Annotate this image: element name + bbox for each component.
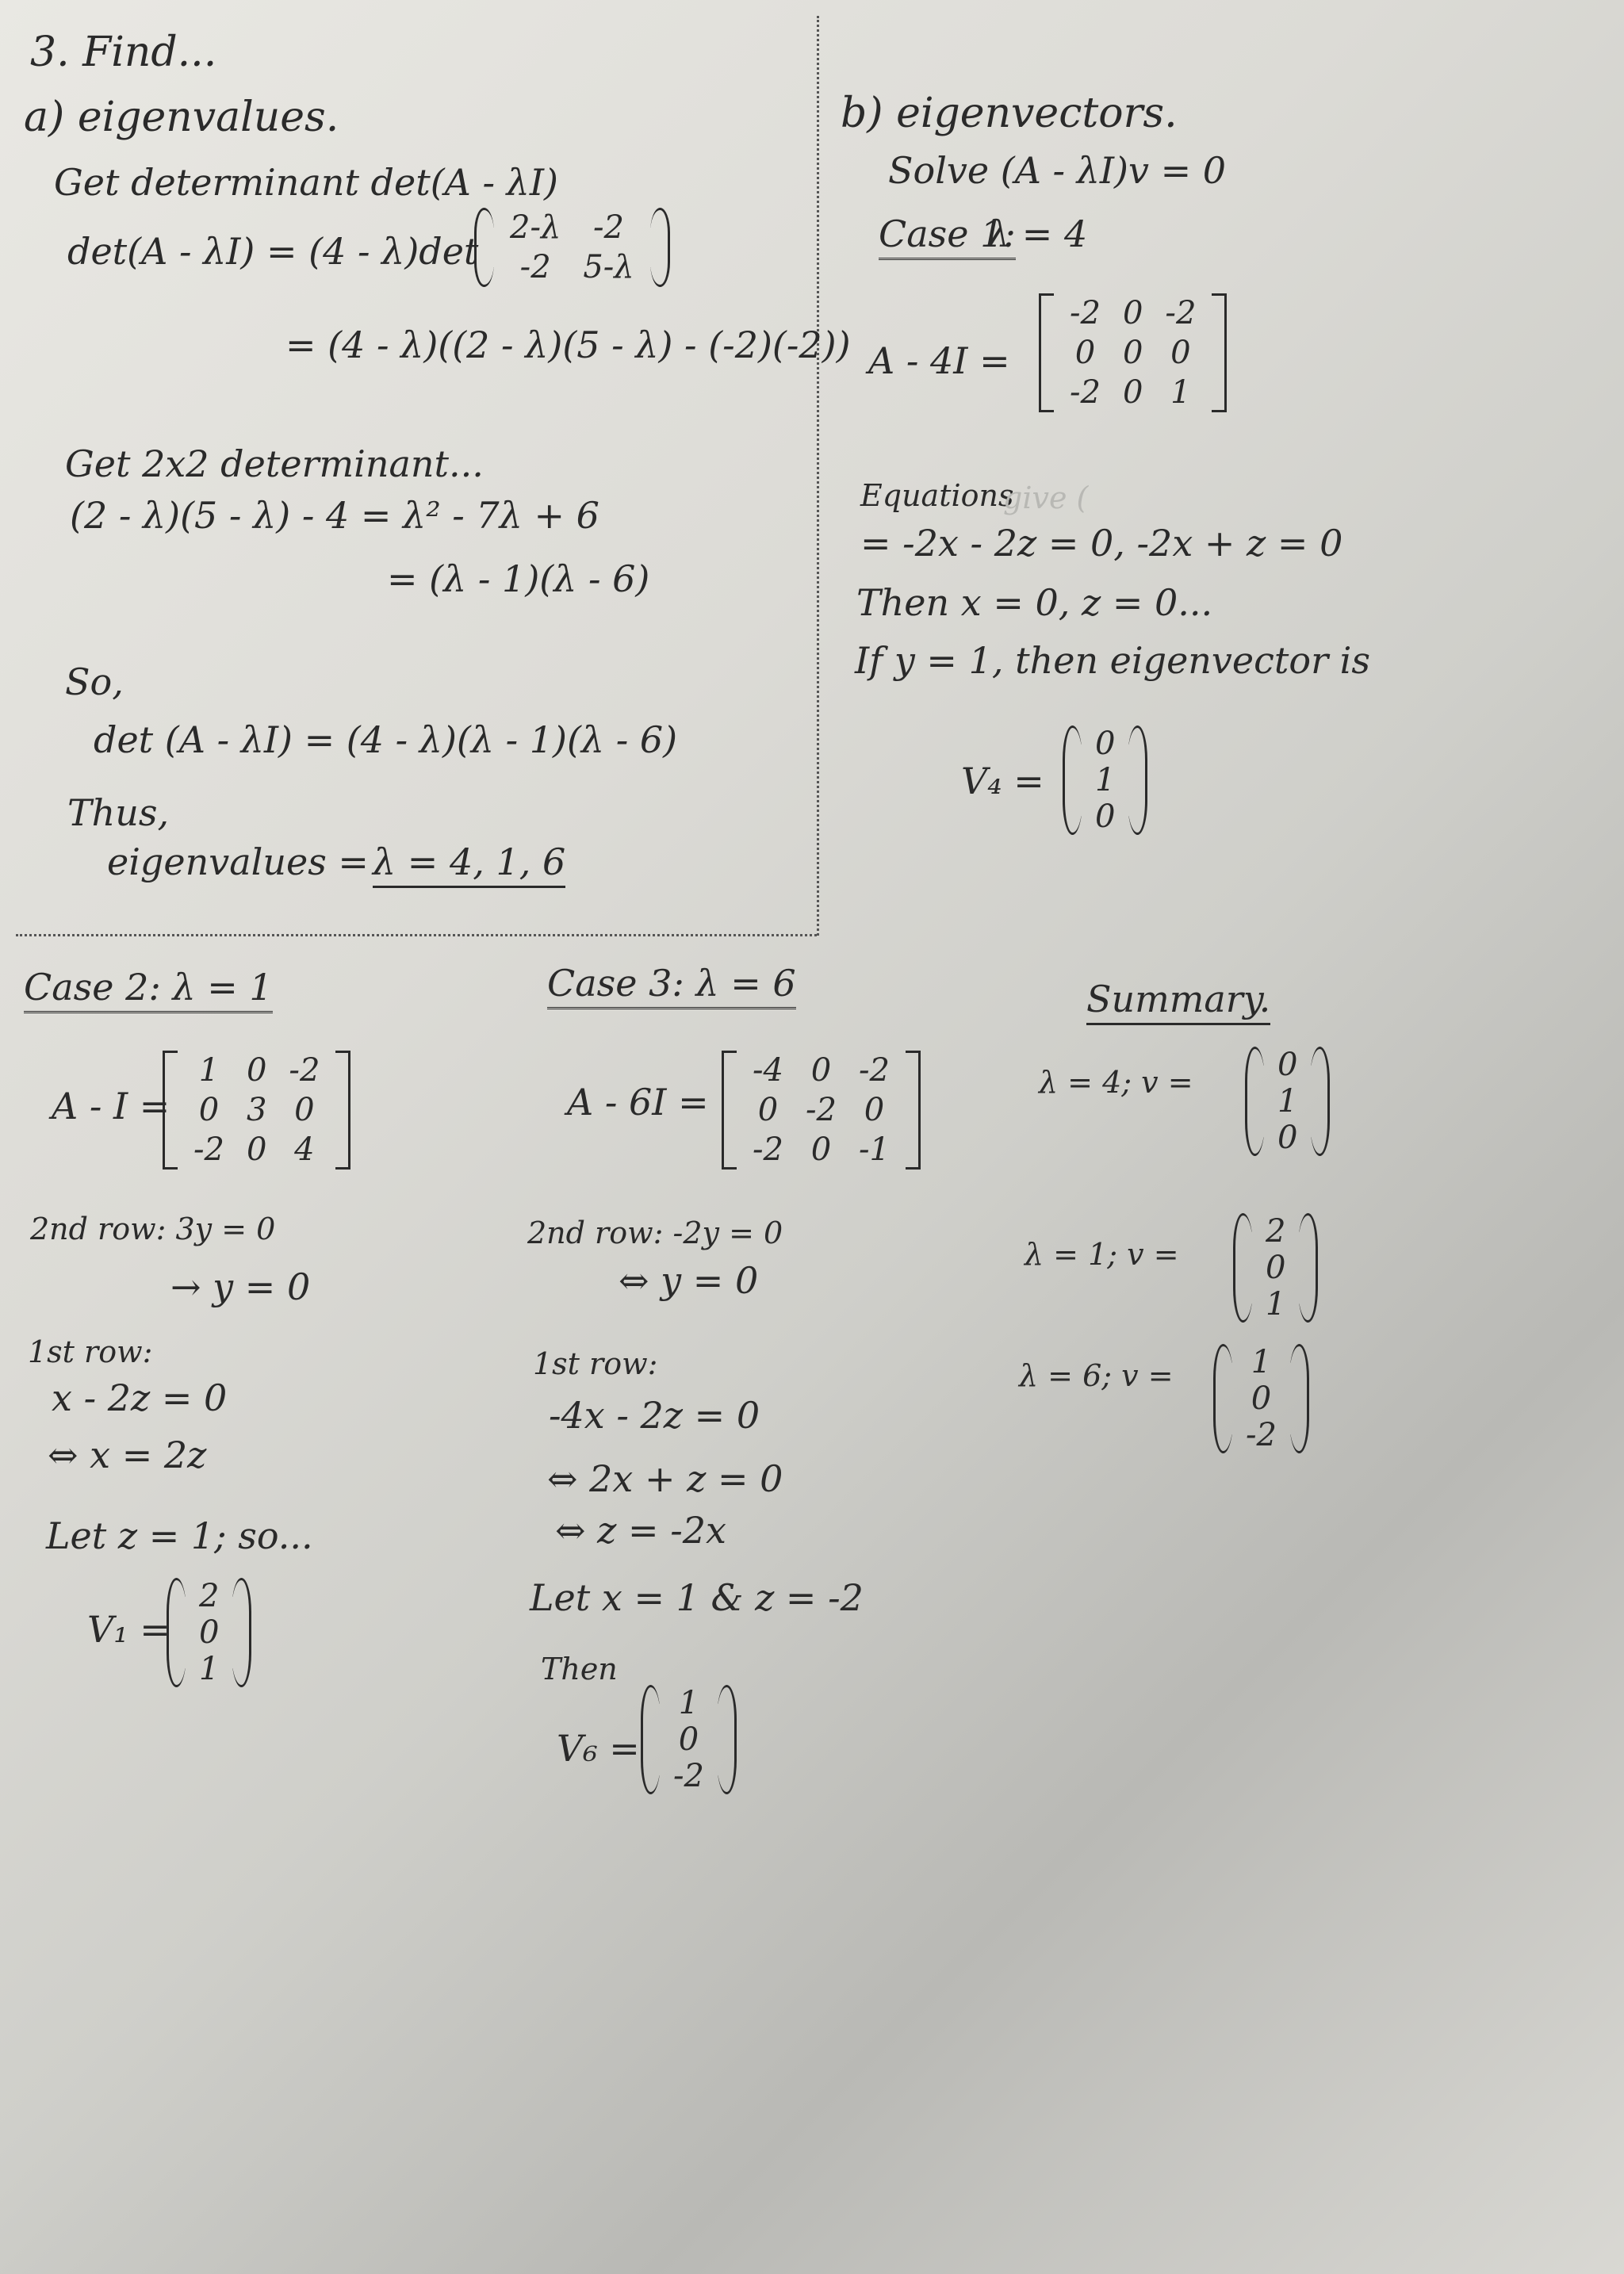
cell: -2	[858, 1052, 890, 1089]
cell: -2	[519, 249, 551, 285]
thus-text: Thus,	[67, 791, 170, 834]
summary-item-2-vector	[1233, 1213, 1318, 1323]
minor-matrix	[474, 208, 670, 287]
cell: -2	[1165, 295, 1197, 331]
get-determinant-text: Get determinant det(A - λI)	[54, 161, 558, 204]
cell: 0	[246, 1052, 267, 1089]
cell: -2	[1246, 1417, 1277, 1453]
det-line-2: = (4 - λ)((2 - λ)(5 - λ) - (-2)(-2))	[285, 323, 851, 366]
cell: -2	[593, 209, 624, 246]
cell: 0	[294, 1092, 315, 1128]
v4-label: V₄ =	[961, 760, 1044, 802]
cell: 2	[1266, 1213, 1286, 1250]
cell: 0	[1277, 1047, 1298, 1083]
right-paren	[1310, 1047, 1330, 1156]
cell: 0	[678, 1721, 699, 1758]
v6-label: V₆ =	[557, 1727, 640, 1770]
v6-vector	[641, 1685, 737, 1794]
cell: 0	[1277, 1120, 1298, 1156]
v1-label: V₁ =	[87, 1608, 170, 1651]
v4-vector	[1063, 725, 1147, 835]
cell: 0	[246, 1131, 267, 1168]
left-paren	[1233, 1213, 1253, 1323]
right-paren	[232, 1578, 251, 1687]
equations-line: = -2x - 2z = 0, -2x + z = 0	[860, 522, 1343, 565]
cell: 2-λ	[510, 209, 561, 246]
cell: 3	[246, 1092, 267, 1128]
summary-item-2-label: λ = 1; v =	[1025, 1237, 1179, 1272]
cell: -1	[858, 1131, 890, 1168]
cell: 0	[1074, 335, 1096, 371]
case2-row1a: x - 2z = 0	[52, 1376, 228, 1419]
then-line: Then x = 0, z = 0...	[856, 581, 1213, 624]
eigenvalues-label: eigenvalues =	[107, 840, 369, 883]
right-bracket	[335, 1051, 350, 1170]
cell: -2	[673, 1758, 704, 1794]
case3-row2b: ⇔ y = 0	[619, 1259, 759, 1302]
cell: 0	[1170, 335, 1191, 371]
left-paren	[1063, 725, 1082, 835]
matrix-a-minus-i	[163, 1051, 350, 1170]
cell: 0	[1122, 374, 1143, 411]
left-bracket	[1039, 293, 1054, 412]
left-bracket	[163, 1051, 178, 1170]
right-bracket	[906, 1051, 921, 1170]
cell: 0	[810, 1052, 832, 1089]
cell: 0	[1095, 798, 1116, 835]
case2-row2b: → y = 0	[170, 1265, 311, 1308]
case3-row1: 1st row:	[533, 1346, 658, 1381]
cell: 4	[294, 1131, 315, 1168]
case3-row2: 2nd row: -2y = 0	[527, 1215, 783, 1250]
case3-label: Case 3: λ = 6	[547, 963, 796, 1009]
cell: 1	[198, 1052, 220, 1089]
part-a-title: a) eigenvalues.	[24, 94, 339, 141]
get-2x2-text: Get 2x2 determinant...	[65, 442, 484, 485]
cell: 0	[810, 1131, 832, 1168]
cell: 0	[1095, 725, 1116, 762]
cell: 1	[1251, 1344, 1272, 1380]
right-bracket	[1212, 293, 1227, 412]
left-paren	[474, 208, 494, 287]
case2-let: Let z = 1; so...	[46, 1514, 313, 1557]
cell: 0	[864, 1092, 885, 1128]
summary-item-1-vector	[1245, 1047, 1330, 1156]
left-paren	[641, 1685, 661, 1794]
part-b-title: b) eigenvectors.	[841, 90, 1178, 137]
cell: 1	[1266, 1286, 1286, 1323]
right-paren	[1128, 725, 1147, 835]
cell: 0	[199, 1614, 220, 1651]
cell: 5-λ	[583, 249, 634, 285]
vertical-divider	[817, 16, 819, 936]
equations-text: Equations	[860, 478, 1014, 513]
right-paren	[1298, 1213, 1318, 1323]
left-paren	[1245, 1047, 1265, 1156]
case3-row1c: ⇔ z = -2x	[555, 1509, 726, 1552]
cell: -2	[193, 1131, 224, 1168]
left-paren	[1213, 1344, 1233, 1453]
cell: -2	[289, 1052, 320, 1089]
cell: -2	[753, 1131, 783, 1168]
case3-then: Then	[541, 1652, 618, 1686]
so-text: So,	[65, 660, 124, 703]
right-paren	[717, 1685, 737, 1794]
cell: -2	[1070, 295, 1101, 331]
summary-item-3-label: λ = 6; v =	[1019, 1358, 1174, 1393]
problem-heading: 3. Find...	[30, 29, 217, 76]
left-paren	[167, 1578, 186, 1687]
case2-row1: 1st row:	[28, 1334, 153, 1369]
cell: 0	[1266, 1250, 1286, 1286]
case1-lambda: λ = 4	[987, 212, 1088, 255]
cell: 1	[678, 1685, 699, 1721]
v1-vector	[167, 1578, 251, 1687]
case3-matrix-label: A - 6I =	[567, 1081, 709, 1124]
cell: -4	[753, 1052, 783, 1089]
cell: 0	[757, 1092, 779, 1128]
right-paren	[1289, 1344, 1309, 1453]
if-line: If y = 1, then eigenvector is	[855, 639, 1370, 682]
matrix-a-minus-6i	[722, 1051, 921, 1170]
case2-row2: 2nd row: 3y = 0	[30, 1212, 276, 1246]
cell: 2	[199, 1578, 220, 1614]
cell: -2	[805, 1092, 837, 1128]
case2-label: Case 2: λ = 1	[24, 967, 273, 1013]
right-paren	[650, 208, 670, 287]
case3-row1a: -4x - 2z = 0	[549, 1394, 760, 1437]
det-line-5: det (A - λI) = (4 - λ)(λ - 1)(λ - 6)	[94, 718, 678, 761]
cell: 0	[1251, 1380, 1272, 1417]
case3-let: Let x = 1 & z = -2	[530, 1576, 864, 1619]
cell: 0	[1122, 335, 1143, 371]
cell: 1	[1170, 374, 1191, 411]
case2-matrix-label: A - I =	[52, 1085, 170, 1127]
horizontal-divider	[16, 934, 817, 936]
summary-item-1-label: λ = 4; v =	[1039, 1065, 1193, 1100]
cell: 1	[1095, 762, 1116, 798]
left-bracket	[722, 1051, 737, 1170]
det-line-1: det(A - λI) = (4 - λ)det	[67, 230, 479, 273]
case2-row1b: ⇔ x = 2z	[48, 1434, 207, 1476]
det-line-3: (2 - λ)(5 - λ) - 4 = λ² - 7λ + 6	[70, 494, 599, 537]
summary-title: Summary.	[1086, 979, 1270, 1025]
cell: 0	[1122, 295, 1143, 331]
case1-label: Case 1:	[879, 214, 1016, 260]
cell: 0	[198, 1092, 220, 1128]
matrix1-label: A - 4I =	[868, 339, 1010, 382]
cell: 1	[1277, 1083, 1298, 1120]
eigenvalues-result: λ = 4, 1, 6	[373, 842, 565, 888]
summary-item-3-vector	[1213, 1344, 1309, 1453]
det-line-4: = (λ - 1)(λ - 6)	[387, 557, 650, 600]
case3-row1b: ⇔ 2x + z = 0	[547, 1457, 783, 1500]
equations-faint-text: give (	[1003, 480, 1089, 515]
cell: 1	[199, 1651, 220, 1687]
cell: -2	[1070, 374, 1101, 411]
solve-text: Solve (A - λI)v = 0	[888, 149, 1227, 192]
matrix-a-minus-4i	[1039, 293, 1227, 412]
